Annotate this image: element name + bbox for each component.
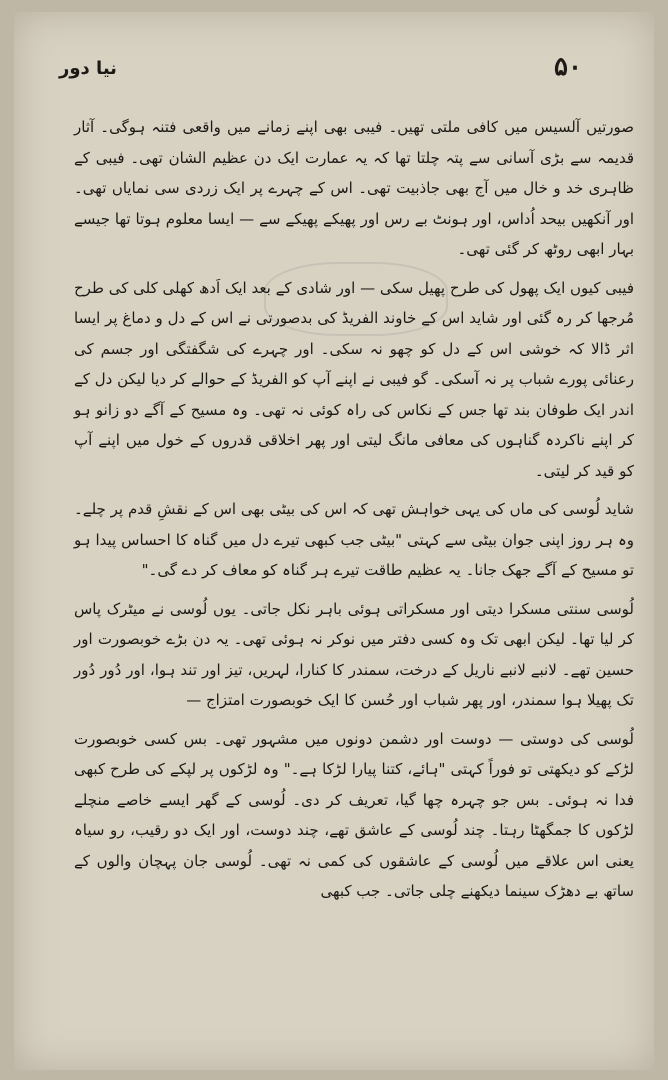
book-page <box>14 12 654 1070</box>
paragraph-1: صورتیں آلسیس میں کافی ملتی تھیں۔ فیبی بھی اپنے زمانے میں واقعی فتنہ ہوگی۔ آثار قدیمہ سے بڑی آسانی سے پتہ چلتا تھا کہ یہ عمارت ایک دن عظیم الشان تھی۔ فیبی کے ظاہری خد و خال میں آج بھی جاذبیت تھی۔ اس کے چہرے پر ایک زردی سی نمایاں تھی۔ اور آنکھیں بیحد اُداس، اور ہونٹ بے رس اور پھیکے پھیکے سے — ایسا معلوم ہوتا تھا جیسے بہار ابھی روٹھ کر گئی تھی۔ <box>74 118 634 258</box>
page-body <box>74 112 634 915</box>
paragraph-5: لُوسی کی دوستی — دوست اور دشمن دونوں میں مشہور تھی۔ بس کسی خوبصورت لڑکے کو دیکھتی تو فوراً کہتی "ہائے، کتنا پیارا لڑکا ہے۔" وہ لڑکوں پر لپکے کی طرح کبھی فدا نہ ہوئی۔ بس جو چہرہ چھا گیا، تعریف کر دی۔ لُوسی کے گھر ایسے خاصے منچلے لڑکوں کا جمگھٹا رہتا۔ چند لُوسی کے عاشق تھے، چند دوست، اور ایک دو رقیب، رو سیاہ یعنی اس علاقے میں لُوسی کے عاشقوں کی کمی نہ تھی۔ لُوسی جان پہچان والوں کے ساتھ بے دھڑک سینما دیکھنے چلی جاتی۔ جب کبھی <box>74 729 634 900</box>
page-number: ۵۰ <box>554 52 582 82</box>
paragraph-3: شاید لُوسی کی ماں کی یہی خواہش تھی کہ اس کی بیٹی بھی اس کے نقشِ قدم پر چلے۔ وہ ہر روز اپنی جوان بیٹی سے کہتی "بیٹی جب کبھی تیرے دل میں گناہ کا احساس پیدا ہو تو مسیح کے آگے جھک جانا۔ یہ عظیم طاقت تیرے ہر گناہ کو معاف کر دے گی۔" <box>74 500 634 579</box>
running-title: نیا دور <box>59 58 117 79</box>
paragraph-2: فیبی کیوں ایک پھول کی طرح پھیل سکی — اور شادی کے بعد ایک اَدھ کھلی کلی کی طرح مُرجھا کر رہ گئی اور شاید اس کے خاوند الفریڈ کی بدصورتی نے اس کے دل و دماغ پر ایسا اثر ڈالا کہ خوشی اس کے دل کو چھو نہ سکی۔ اور چہرے کی شگفتگی اور جسم کی رعنائی پورے شباب پر نہ آسکی۔ گو فیبی نے اپنے آپ کو الفریڈ کے حوالے کر دیا لیکن دل کے اندر ایک طوفان بند تھا جس کے نکاس کی راہ کوئی نہ تھی۔ وہ مسیح کے آگے دو زانو ہو کر اپنے ناکردہ گناہوں کی معافی مانگ لیتی اور پھر اخلاقی قدروں کے خول میں اپنے آپ کو قید کر لیتی۔ <box>74 278 634 480</box>
paragraph-4: لُوسی سنتی مسکرا دیتی اور مسکراتی ہوئی باہر نکل جاتی۔ یوں لُوسی نے میٹرک پاس کر لیا تھا۔ لیکن ابھی تک وہ کسی دفتر میں نوکر نہ ہوئی تھی۔ یہ دن بڑے خوبصورت اور حسین تھے۔ لانبے لانبے ناریل کے درخت، سمندر کا کنارا، لہریں، تیز اور تند ہوا، اور دُور دُور تک پھیلا ہوا سمندر، اور پھر شباب اور حُسن کا ایک خوبصورت امتزاج — <box>74 599 634 709</box>
